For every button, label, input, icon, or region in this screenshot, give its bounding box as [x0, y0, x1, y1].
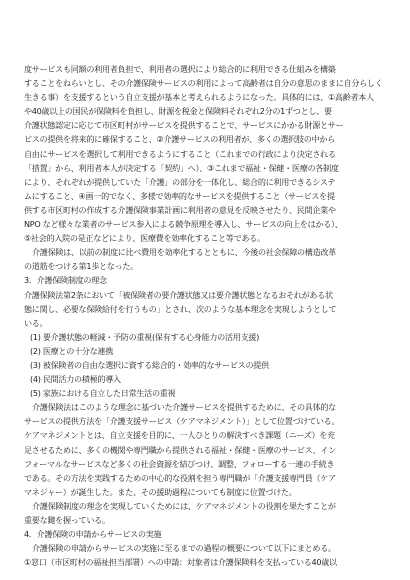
text-line: することをねらいとし、その介護保険サービスの利用によって高齢者は自分の意思のままに自分らしく [24, 78, 383, 89]
text-line: ①窓口（市区町村の福祉担当部署）への申請：対象者は介護保険料を支払っている40歳以 [24, 557, 337, 568]
text-line: 自由にサービスを選択して利用できるようにすること（これまでの行政により決定される [24, 148, 336, 159]
paragraph-5 [24, 499, 386, 527]
text-line: 供する市区町村の作成する介護保険事業計画に利用者の意見を反映させたり、民間企業や [24, 204, 336, 215]
text-line: 度サービスも同額の利用者負担で、利用者の選択により総合的に利用できる仕組みを構築 [24, 64, 336, 74]
text-line: ケアマネジメントとは、自立支援を目的に、一人ひとりの解決すべき課題（ニーズ）を充 [24, 430, 335, 441]
text-line: により、それぞれが提供していた「介護」の部分を一体化し、総合的に利用できるシステ [24, 176, 336, 187]
paragraph-6 [24, 541, 386, 569]
list-item: (1) 要介護状態の軽減・予防の重視(保有する心身能力の活用支援) [30, 331, 259, 342]
text-line: 「措置」から、利用者本人が決定する「契約」へ）、③これまで福祉・保健・医療の各制度 [24, 162, 339, 173]
section-heading-3: 3．介護保険制度の理念 [24, 275, 107, 286]
paragraph-1 [24, 62, 386, 245]
text-line: ムにすること、④画一的でなく、多様で効率的なサービスを提供すること（サービスを提 [24, 190, 335, 201]
text-line: ビスの提供を将来的に確保すること、②介護サービスの利用者が、多くの選択肢の中から [24, 134, 335, 145]
text-line: ⑤社会的入院の是正などにより、医療費を効率化すること等である。 [24, 233, 265, 244]
text-line: 生きる事）を支援するという自立支援が基本と考えられるようになった。具体的には、①高齢者本人 [24, 92, 374, 103]
text-line: 重要な鍵を握っている。 [24, 515, 110, 525]
text-line: 介護保険制度の理念を実現していくためには、ケアマネジメントの役割を果たすことが [32, 500, 336, 511]
text-line: サービスの提供方法を「介護支援サービス（ケアマネジメント）」として位置づけている。 [24, 416, 340, 427]
text-line: NPO など様々な業者のサービス参入による競争原理を導入し、サービスの向上をはかる）、 [24, 219, 343, 230]
text-line: 介護状態認定に応じて市区町村がサービスを提供することで、サービスにかかる財源とサー [24, 120, 344, 131]
list-item: (2) 医療との十分な連携 [30, 345, 113, 356]
text-line: 介護保険の申請からサービスの実施に至るまでの過程の概要について以下にまとめる。 [32, 543, 336, 554]
text-line: フォーマルなサービスなど多くの社会資源を結びつけ、調整、フォローする一連の手続き [24, 458, 335, 469]
list-item: (5) 家族における自立した日常生活の重視 [30, 388, 176, 399]
document-page [24, 62, 386, 569]
principles-list [24, 330, 386, 400]
text-line: 介護保険法はこのような理念に基づいた介護サービスを提供するために、その具体的な [32, 402, 336, 413]
section-heading-4: 4．介護保険の申請からサービスの実施 [24, 529, 162, 540]
text-line: である。その方法を実践するための中心的な役割を担う専門職が「介護支援専門員（ケア [24, 472, 336, 483]
text-line: いる。 [24, 317, 48, 328]
paragraph-4 [24, 400, 386, 499]
text-line: 足させるために、多くの機関や専門職から提供される福祉・保健・医療のサービス、イン [24, 444, 336, 455]
text-line: や40歳以上の国民が保険料を負担し、財源を税金と保険料それぞれ2分の1ずつとし、要 [24, 106, 332, 117]
text-line: マネジャー）が誕生した。また、その援助過程についても制度に位置づけた。 [24, 486, 297, 497]
list-item: (4) 民間活力の積極的導入 [30, 374, 121, 385]
text-line: 介護保険は、以前の制度に比べ費用を効率化するとともに、今後の社会保障の構造改革 [32, 247, 336, 258]
list-item: (3) 被保険者の自由な選択に資する総合的・効率的なサービスの提供 [30, 359, 269, 370]
paragraph-2 [24, 245, 386, 273]
paragraph-3 [24, 288, 386, 330]
text-line: 介護保険法第2条において「被保険者の要介護状態又は要介護状態となるおそれがある状 [24, 289, 333, 300]
text-line: の道筋をつける第1歩となった。 [24, 261, 138, 272]
text-line: 態に関し、必要な保険給付を行うもの」とされ、次のような基本理念を実現しようとして [24, 303, 337, 314]
